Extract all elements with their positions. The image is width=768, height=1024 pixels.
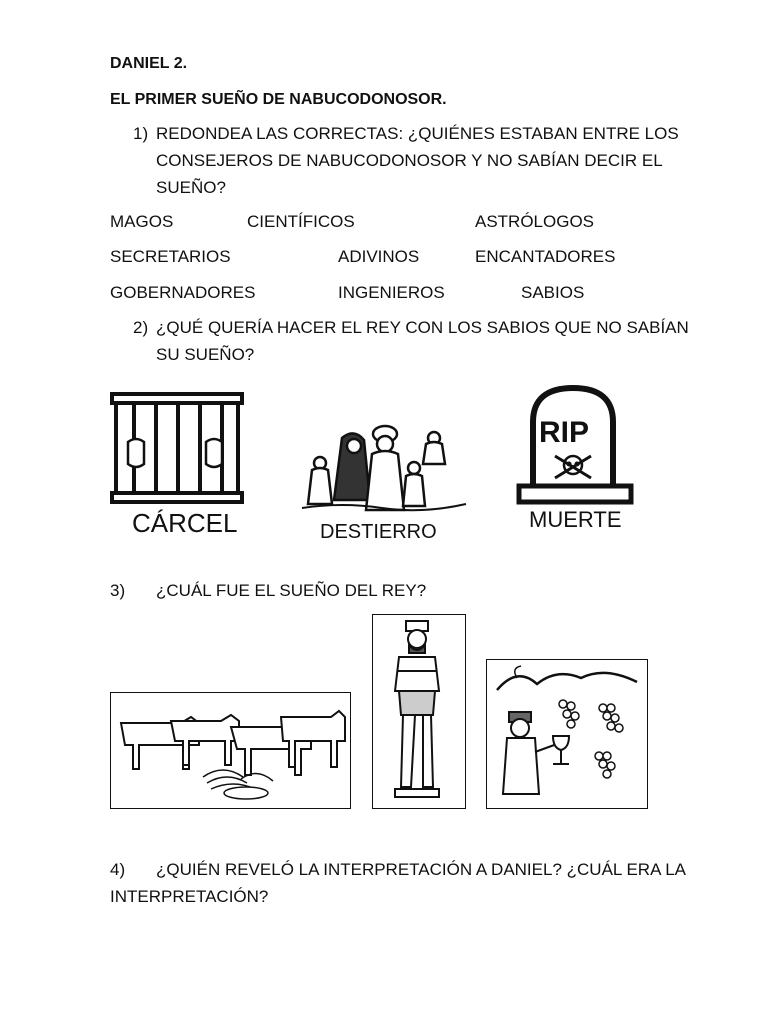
document-title: DANIEL 2. — [110, 55, 188, 72]
option-astrologos[interactable]: ASTRÓLOGOS — [475, 212, 595, 231]
q4-number: 4) — [110, 860, 126, 879]
option-magos[interactable]: MAGOS — [110, 212, 174, 231]
exile-people-icon — [300, 418, 470, 546]
q1-line-3: SUEÑO? — [156, 178, 226, 197]
q2-number: 2) — [133, 318, 149, 337]
rip-text: RIP — [539, 416, 590, 449]
cows-and-grain-icon — [111, 693, 349, 807]
exile-picture[interactable] — [300, 418, 470, 546]
option-adivinos[interactable]: ADIVINOS — [338, 247, 420, 266]
option-cientificos[interactable]: CIENTÍFICOS — [247, 212, 355, 231]
grapevine-cup-icon — [487, 660, 646, 807]
carcel-label: CÁRCEL — [132, 508, 238, 538]
q3-number: 3) — [110, 581, 126, 600]
q3-text: ¿CUÁL FUE EL SUEÑO DEL REY? — [156, 581, 427, 600]
statue-picture[interactable] — [372, 614, 466, 809]
option-ingenieros[interactable]: INGENIEROS — [338, 283, 445, 302]
option-encantadores[interactable]: ENCANTADORES — [475, 247, 616, 266]
jail-bars-icon — [110, 390, 250, 540]
q2-line-1: ¿QUÉ QUERÍA HACER EL REY CON LOS SABIOS QUE NO SABÍAN — [156, 318, 689, 337]
option-secretarios[interactable]: SECRETARIOS — [110, 247, 231, 266]
muerte-label: MUERTE — [529, 507, 622, 532]
q1-number: 1) — [133, 124, 149, 143]
option-sabios[interactable]: SABIOS — [521, 283, 585, 302]
tombstone-icon — [515, 382, 635, 534]
document-subtitle: EL PRIMER SUEÑO DE NABUCODONOSOR. — [110, 91, 447, 108]
q4-line-1: ¿QUIÉN REVELÓ LA INTERPRETACIÓN A DANIEL? ¿CUÁL ERA LA — [156, 860, 686, 879]
q1-line-2: CONSEJEROS DE NABUCODONOSOR Y NO SABÍAN DECIR EL — [156, 151, 663, 170]
option-gobernadores[interactable]: GOBERNADORES — [110, 283, 256, 302]
cows-picture[interactable] — [110, 692, 351, 809]
grapevine-picture[interactable] — [486, 659, 648, 809]
q4-line-2: INTERPRETACIÓN? — [110, 887, 269, 906]
death-picture[interactable] — [515, 382, 635, 534]
statue-man-icon — [373, 615, 464, 807]
q2-line-2: SU SUEÑO? — [156, 345, 255, 364]
jail-picture[interactable] — [110, 390, 250, 540]
q1-line-1: REDONDEA LAS CORRECTAS: ¿QUIÉNES ESTABAN ENTRE LOS — [156, 124, 679, 143]
destierro-label: DESTIERRO — [320, 521, 437, 543]
